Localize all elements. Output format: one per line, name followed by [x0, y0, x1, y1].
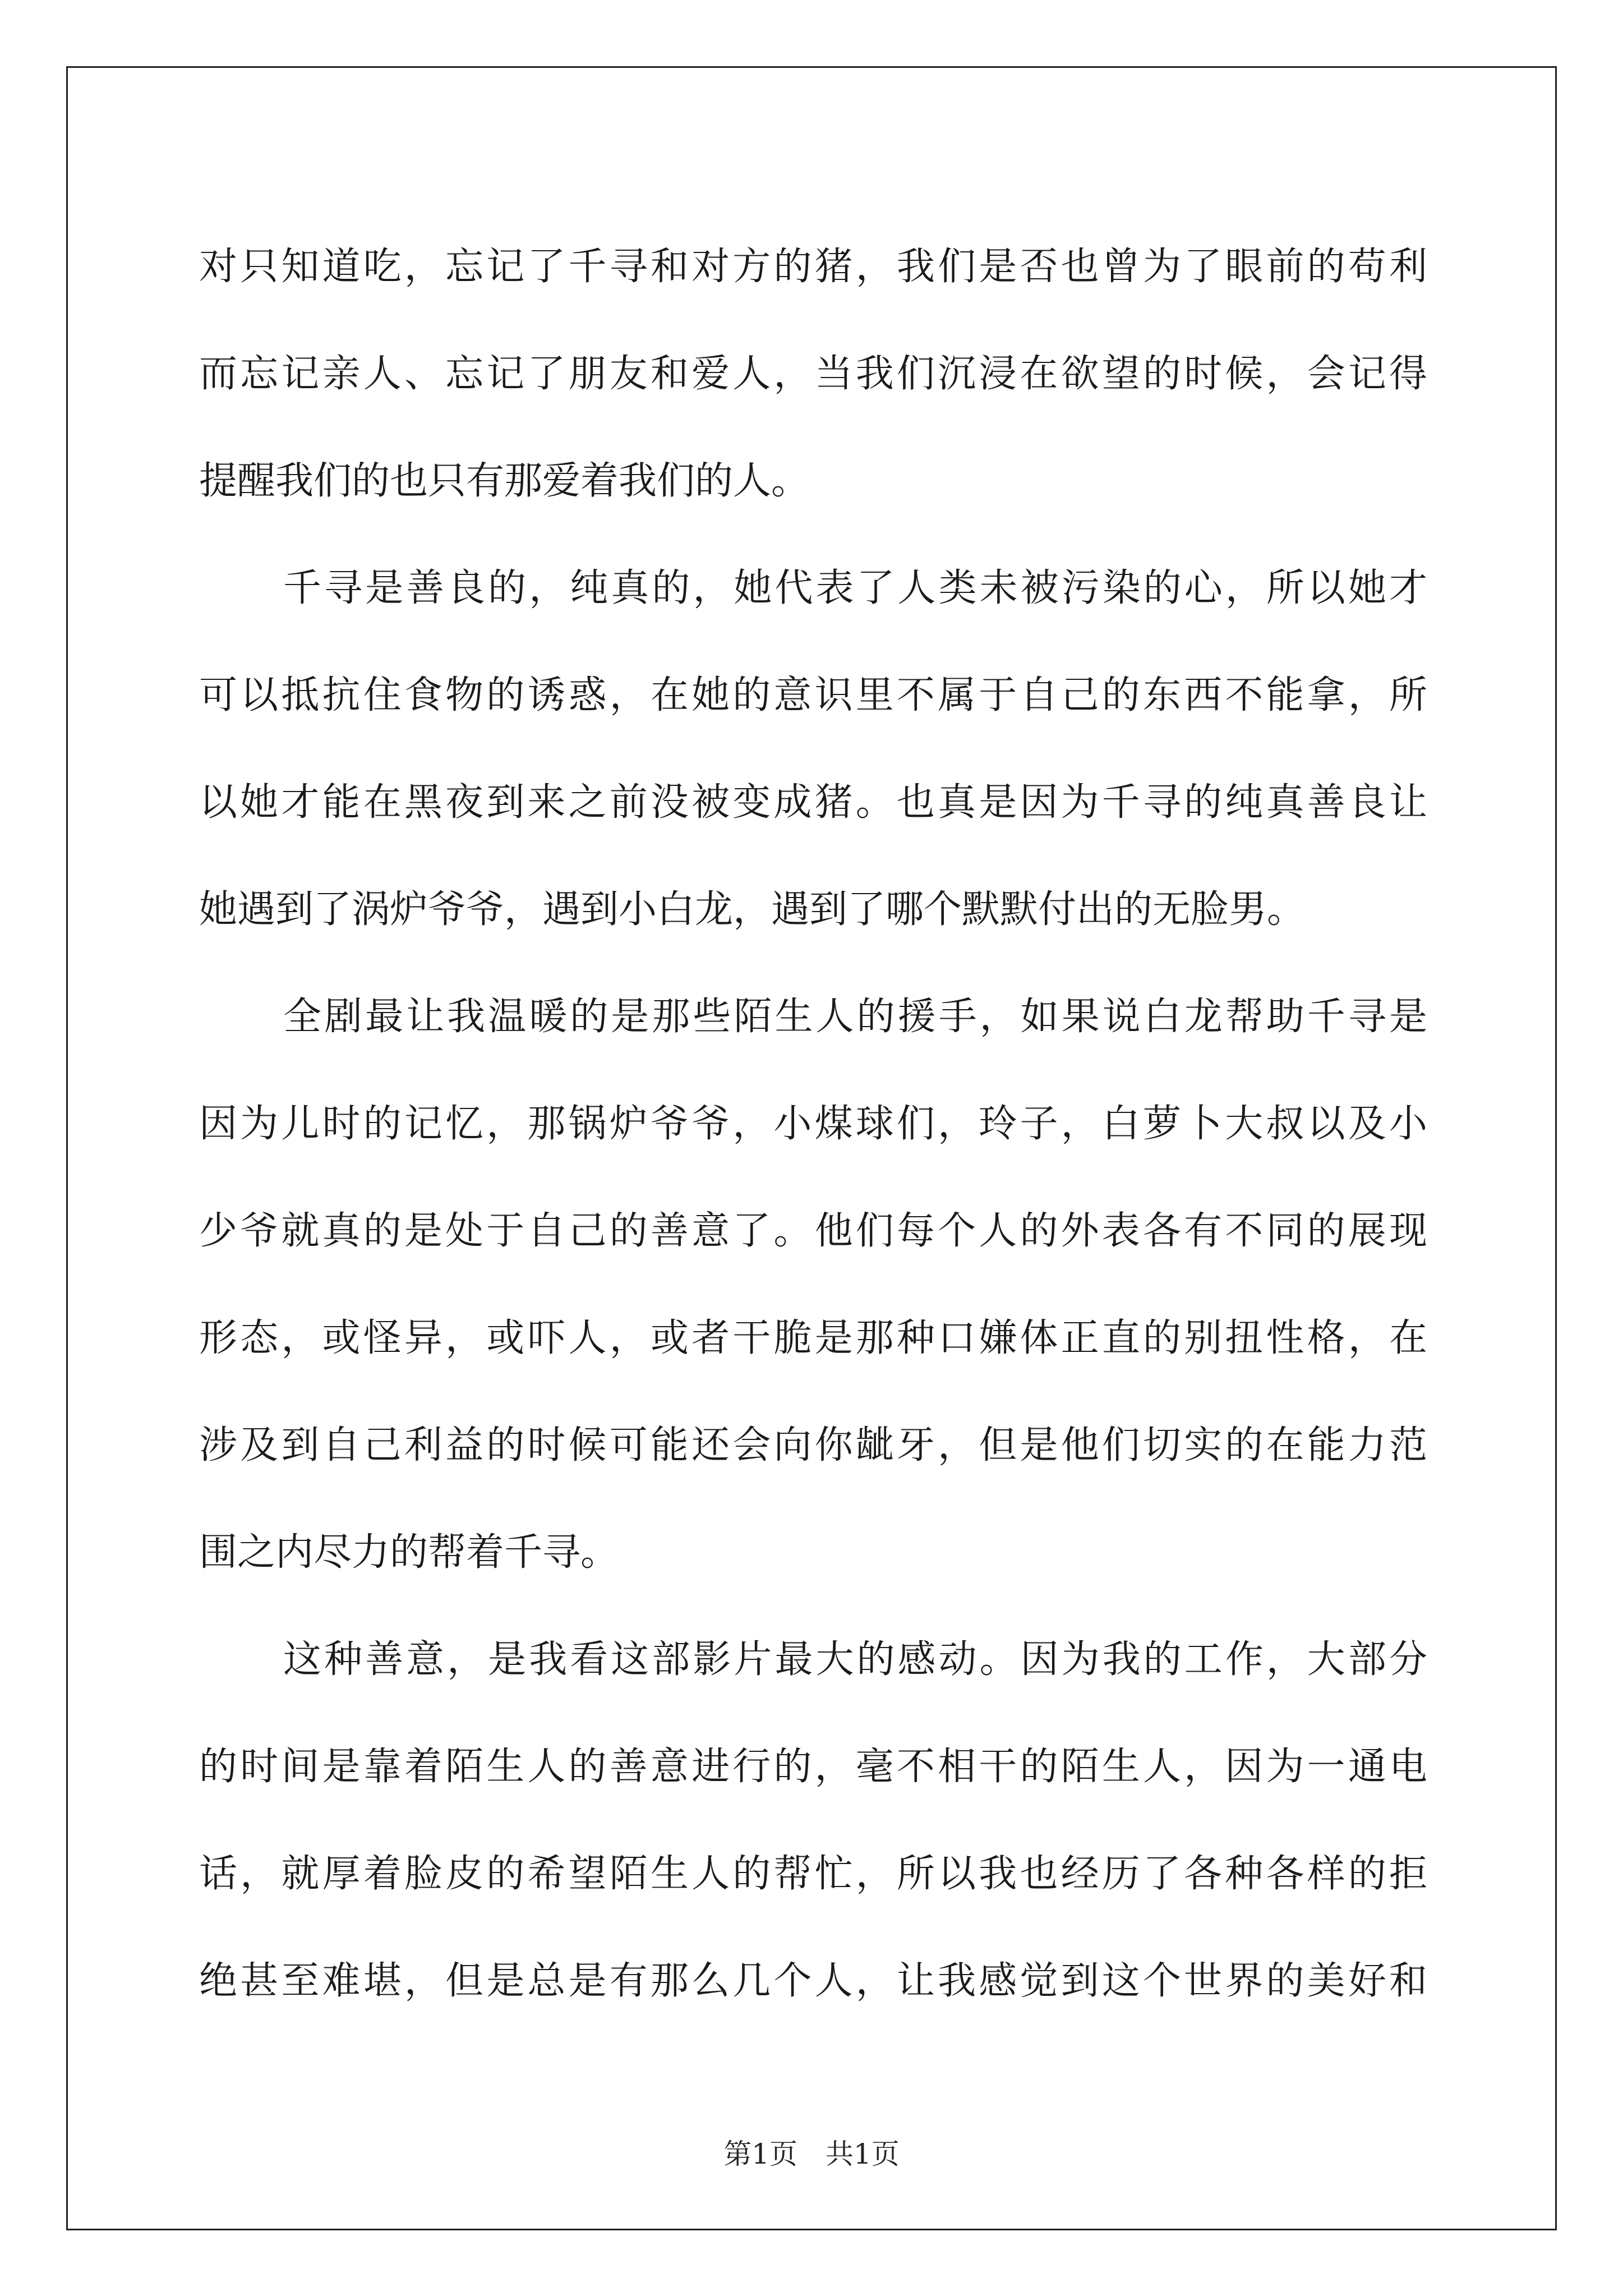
text-line: 少爷就真的是处于自己的善意了。他们每个人的外表各有不同的展现 [199, 1209, 1427, 1253]
text-line: 这种善意，是我看这部影片最大的感动。因为我的工作，大部分 [283, 1637, 1427, 1682]
text-line: 围之内尽力的帮着千寻。 [199, 1530, 619, 1575]
text-line: 话，就厚着脸皮的希望陌生人的帮忙，所以我也经历了各种各样的拒 [199, 1852, 1427, 1896]
paragraph [199, 963, 1427, 1606]
text-line: 提醒我们的也只有那爱着我们的人。 [199, 459, 810, 503]
page-number-footer: 第1页 共1页 [723, 2138, 900, 2170]
text-line: 而忘记亲人、忘记了朋友和爱人，当我们沉浸在欲望的时候，会记得 [199, 352, 1427, 396]
paragraph [199, 213, 1427, 535]
document-body [199, 213, 1427, 2035]
text-line: 以她才能在黑夜到来之前没被变成猪。也真是因为千寻的纯真善良让 [199, 780, 1427, 825]
text-line: 对只知道吃，忘记了千寻和对方的猪，我们是否也曾为了眼前的苟利 [199, 245, 1427, 289]
text-line: 涉及到自己利益的时候可能还会向你龇牙，但是他们切实的在能力范 [199, 1423, 1427, 1467]
text-line: 因为儿时的记忆，那锅炉爷爷，小煤球们，玲子，白萝卜大叔以及小 [199, 1102, 1427, 1146]
text-line: 她遇到了涡炉爷爷，遇到小白龙，遇到了哪个默默付出的无脸男。 [199, 887, 1306, 932]
text-line: 形态，或怪异，或吓人，或者干脆是那种口嫌体正直的别扭性格，在 [199, 1316, 1427, 1360]
paragraph [199, 535, 1427, 963]
text-line: 可以抵抗住食物的诱惑，在她的意识里不属于自己的东西不能拿，所 [199, 673, 1427, 717]
paragraph [199, 1606, 1427, 2035]
text-line: 绝甚至难堪，但是总是有那么几个人，让我感觉到这个世界的美好和 [199, 1959, 1427, 2003]
text-line: 的时间是靠着陌生人的善意进行的，毫不相干的陌生人，因为一通电 [199, 1745, 1427, 1789]
text-line: 千寻是善良的，纯真的，她代表了人类未被污染的心，所以她才 [283, 566, 1427, 610]
text-line: 全剧最让我温暖的是那些陌生人的援手，如果说白龙帮助千寻是 [283, 995, 1427, 1039]
